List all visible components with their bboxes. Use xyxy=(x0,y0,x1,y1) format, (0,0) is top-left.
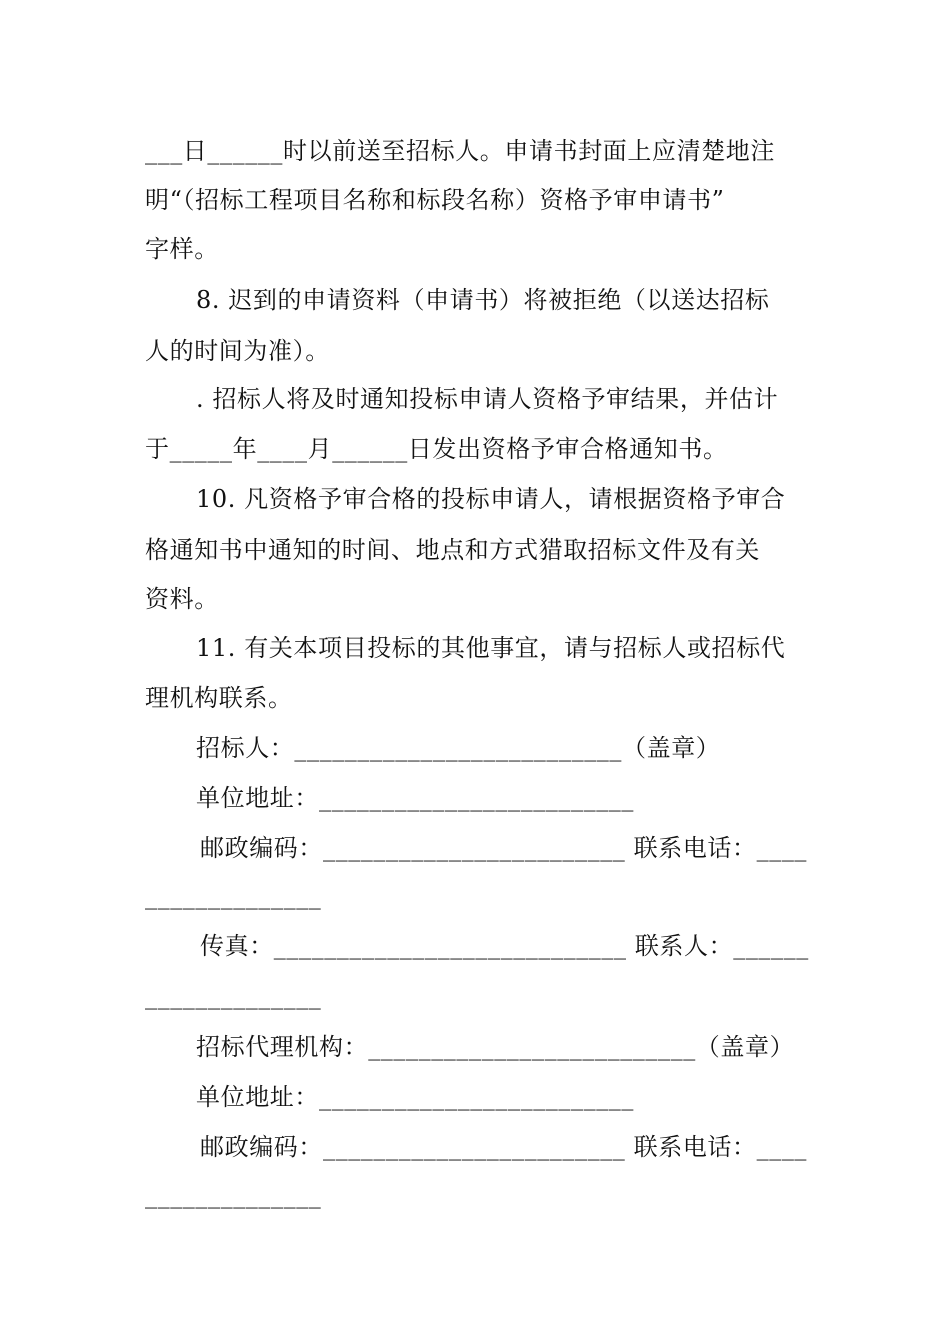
paragraph-10-line-1: 10. 凡资格予审合格的投标申请人，请根据资格予审合 xyxy=(196,485,786,513)
tenderer-fax-contact-field: 传真：____________________________ 联系人：______ xyxy=(200,932,809,960)
agency-name-field: 招标代理机构：__________________________（盖章） xyxy=(196,1033,795,1061)
tenderer-contact-continuation: ______________ xyxy=(145,982,322,1010)
paragraph-10-line-3: 资料。 xyxy=(145,585,219,613)
paragraph-11-line-2: 理机构联系。 xyxy=(145,684,293,712)
paragraph-7-line-1: ___日______时以前送至招标人。申请书封面上应清楚地注 xyxy=(145,137,775,165)
tenderer-postcode-phone-field: 邮政编码：________________________ 联系电话：____ xyxy=(200,834,808,862)
agency-phone-continuation: ______________ xyxy=(145,1181,322,1209)
tenderer-phone-continuation: ______________ xyxy=(145,882,322,910)
tenderer-name-field: 招标人：__________________________（盖章） xyxy=(196,734,721,762)
agency-address-field: 单位地址：_________________________ xyxy=(196,1083,634,1111)
paragraph-11-line-1: 11. 有关本项目投标的其他事宜，请与招标人或招标代 xyxy=(196,634,786,662)
paragraph-9-line-1: . 招标人将及时通知投标申请人资格予审结果，并估计 xyxy=(196,385,779,413)
paragraph-7-line-3: 字样。 xyxy=(145,235,219,263)
tenderer-address-field: 单位地址：_________________________ xyxy=(196,784,634,812)
paragraph-10-line-2: 格通知书中通知的时间、地点和方式猎取招标文件及有关 xyxy=(145,536,760,564)
agency-postcode-phone-field: 邮政编码：________________________ 联系电话：____ xyxy=(200,1133,808,1161)
paragraph-7-line-2: 明“（招标工程项目名称和标段名称）资格予审申请书” xyxy=(145,186,725,214)
paragraph-9-line-2: 于_____年____月______日发出资格予审合格通知书。 xyxy=(145,435,728,463)
paragraph-8-line-2: 人的时间为准）。 xyxy=(145,337,330,365)
paragraph-8-line-1: 8. 迟到的申请资料（申请书）将被拒绝（以送达招标 xyxy=(196,286,770,314)
